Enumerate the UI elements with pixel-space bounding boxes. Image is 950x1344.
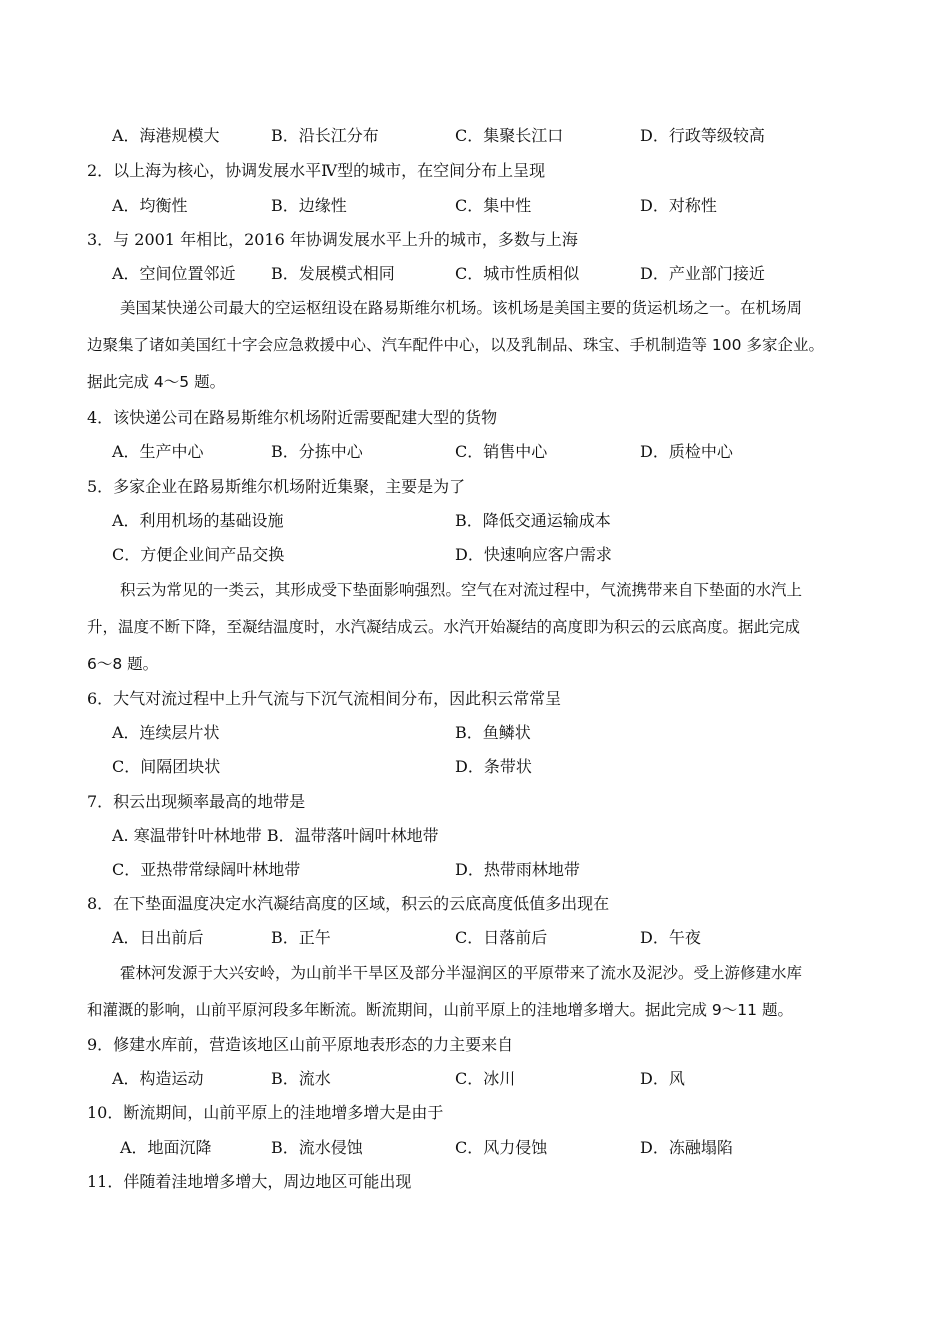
q9-option-d: D．风	[640, 1069, 685, 1088]
q8-option-b: B．正午	[271, 928, 331, 947]
q6-option-d: D．条带状	[455, 757, 532, 776]
q10-option-d: D．冻融塌陷	[640, 1138, 733, 1157]
q9-option-c: C．冰川	[455, 1069, 516, 1088]
q3-option-b: B．发展模式相同	[271, 264, 395, 283]
q8-option-c: C．日落前后	[455, 928, 548, 947]
q11-stem: 11．伴随着洼地增多增大，周边地区可能出现	[87, 1172, 412, 1191]
passage-c-line-1: 霍林河发源于大兴安岭，为山前半干旱区及部分半湿润区的平原带来了流水及泥沙。受上游修建水库	[120, 964, 803, 982]
q2-option-a: A．均衡性	[112, 196, 188, 215]
q6-option-b: B．鱼鳞状	[455, 723, 531, 742]
passage-b-line-1: 积云为常见的一类云，其形成受下垫面影响强烈。空气在对流过程中，气流携带来自下垫面的水汽上	[120, 581, 803, 599]
passage-a-line-3: 据此完成 4～5 题。	[87, 373, 226, 391]
q9-option-a: A．构造运动	[112, 1069, 204, 1088]
q3-option-a: A．空间位置邻近	[112, 264, 236, 283]
passage-a-line-1: 美国某快递公司最大的空运枢纽设在路易斯维尔机场。该机场是美国主要的货运机场之一。在机场周	[120, 299, 803, 317]
q3-option-d: D．产业部门接近	[640, 264, 765, 283]
q5-option-c: C．方便企业间产品交换	[112, 545, 285, 564]
q4-option-c: C．销售中心	[455, 442, 548, 461]
q6-option-a: A．连续层片状	[112, 723, 220, 742]
q10-option-b: B．流水侵蚀	[271, 1138, 363, 1157]
q10-stem: 10．断流期间，山前平原上的洼地增多增大是由于	[87, 1103, 444, 1122]
q5-option-a: A．利用机场的基础设施	[112, 511, 284, 530]
q1-option-c: C．集聚长江口	[455, 126, 564, 145]
q5-option-d: D．快速响应客户需求	[455, 545, 612, 564]
q8-option-d: D．午夜	[640, 928, 701, 947]
q8-option-a: A．日出前后	[112, 928, 204, 947]
q7-stem: 7．积云出现频率最高的地带是	[87, 792, 306, 811]
q3-option-c: C．城市性质相似	[455, 264, 580, 283]
q2-stem: 2．以上海为核心，协调发展水平Ⅳ型的城市，在空间分布上呈现	[87, 161, 546, 180]
q1-option-a: A．海港规模大	[112, 126, 220, 145]
q1-option-d: D．行政等级较高	[640, 126, 765, 145]
q2-option-b: B．边缘性	[271, 196, 347, 215]
q5-stem: 5．多家企业在路易斯维尔机场附近集聚，主要是为了	[87, 477, 466, 496]
q4-option-b: B．分拣中心	[271, 442, 363, 461]
q2-option-c: C．集中性	[455, 196, 532, 215]
passage-b-line-3: 6～8 题。	[87, 655, 159, 673]
q4-stem: 4．该快递公司在路易斯维尔机场附近需要配建大型的货物	[87, 408, 498, 427]
q1-option-b: B．沿长江分布	[271, 126, 379, 145]
passage-c-line-2: 和灌溉的影响，山前平原河段多年断流。断流期间，山前平原上的洼地增多增大。据此完成 9～11 题。	[87, 1001, 793, 1019]
q4-option-d: D．质检中心	[640, 442, 733, 461]
q2-option-d: D．对称性	[640, 196, 717, 215]
q9-stem: 9．修建水库前，营造该地区山前平原地表形态的力主要来自	[87, 1035, 514, 1054]
q10-option-c: C．风力侵蚀	[455, 1138, 548, 1157]
q7-option-c: C．亚热带常绿阔叶林地带	[112, 860, 301, 879]
passage-a-line-2: 边聚集了诸如美国红十字会应急救援中心、汽车配件中心，以及乳制品、珠宝、手机制造等 100 多家企业。	[87, 336, 824, 354]
q6-option-c: C．间隔团块状	[112, 757, 221, 776]
q3-stem: 3．与 2001 年相比，2016 年协调发展水平上升的城市，多数与上海	[87, 230, 578, 249]
q10-option-a: A．地面沉降	[120, 1138, 212, 1157]
q5-option-b: B．降低交通运输成本	[455, 511, 611, 530]
q9-option-b: B．流水	[271, 1069, 331, 1088]
q8-stem: 8．在下垫面温度决定水汽凝结高度的区域，积云的云底高度低值多出现在	[87, 894, 610, 913]
q6-stem: 6．大气对流过程中上升气流与下沉气流相间分布，因此积云常常呈	[87, 689, 562, 708]
q7-option-ab: A. 寒温带针叶林地带 B．温带落叶阔叶林地带	[112, 826, 439, 845]
q7-option-d: D．热带雨林地带	[455, 860, 580, 879]
passage-b-line-2: 升，温度不断下降，至凝结温度时，水汽凝结成云。水汽开始凝结的高度即为积云的云底高度。据此完成	[87, 618, 801, 636]
q4-option-a: A．生产中心	[112, 442, 204, 461]
